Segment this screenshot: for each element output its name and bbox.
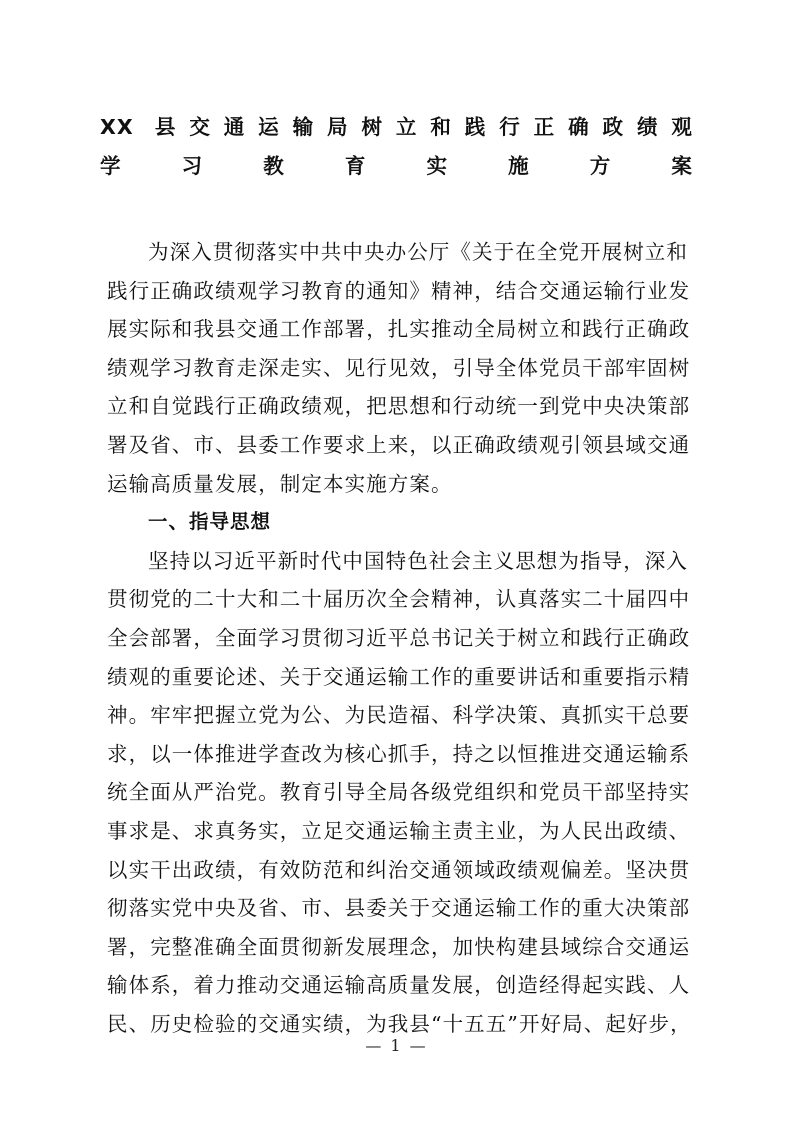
paragraph-line: 全会部署，全面学习贯彻习近平总书记关于树立和践行正确政 [107,625,691,650]
paragraph-line: 为深入贯彻落实中共中央办公厅《关于在全党开展树立和 [148,240,688,264]
intro-paragraph [107,233,691,503]
page-number: — 1 — [365,1036,428,1055]
paragraph-line: 以实干出政绩，有效防范和纠治交通领域政绩观偏差。坚决贯 [107,857,691,882]
paragraph-line: 立和自觉践行正确政绩观，把思想和行动统一到党中央决策部 [107,394,691,419]
paragraph-line: 运输高质量发展，制定本实施方案。 [107,471,453,496]
paragraph-line: 展实际和我县交通工作部署，扎实推动全局树立和践行正确政 [107,317,691,342]
paragraph-line: 坚持以习近平新时代中国特色社会主义思想为指导，深入 [148,548,688,573]
paragraph-line: 神。牢牢把握立党为公、为民造福、科学决策、真抓实干总要 [107,703,691,728]
section-heading: 一、指导思想 [148,510,272,534]
paragraph-line: 输体系，着力推动交通运输高质量发展，创造经得起实践、人 [107,973,691,998]
document-title [100,108,693,185]
paragraph-line: 绩观学习教育走深走实、见行见效，引导全体党员干部牢固树 [107,355,691,380]
paragraph-line: 求，以一体推进学查改为核心抓手，持之以恒推进交通运输系 [107,741,691,766]
paragraph-line: 事求是、求真务实，立足交通运输主责主业，为人民出政绩、 [107,818,691,843]
title-line: 学习教育实施方案 [100,153,693,178]
title-line: XX 县交通运输局树立和践行正确政绩观 [100,115,693,139]
paragraph-line: 署及省、市、县委工作要求上来，以正确政绩观引领县域交通 [107,432,691,457]
paragraph-line: 民、历史检验的交通实绩，为我县“十五五”开好局、起好步， [107,1011,692,1036]
paragraph-line: 绩观的重要论述、关于交通运输工作的重要讲话和重要指示精 [107,664,691,689]
paragraph-line: 践行正确政绩观学习教育的通知》精神，结合交通运输行业发 [107,278,691,303]
paragraph-line: 署，完整准确全面贯彻新发展理念，加快构建县域综合交通运 [107,934,691,959]
document-body [107,233,692,1043]
paragraph-line: 贯彻党的二十大和二十届历次全会精神，认真落实二十届四中 [107,587,691,612]
paragraph-line: 彻落实党中央及省、市、县委关于交通运输工作的重大决策部 [107,896,691,921]
paragraph-line: 统全面从严治党。教育引导全局各级党组织和党员干部坚持实 [107,780,691,805]
section-paragraph [107,542,692,1044]
